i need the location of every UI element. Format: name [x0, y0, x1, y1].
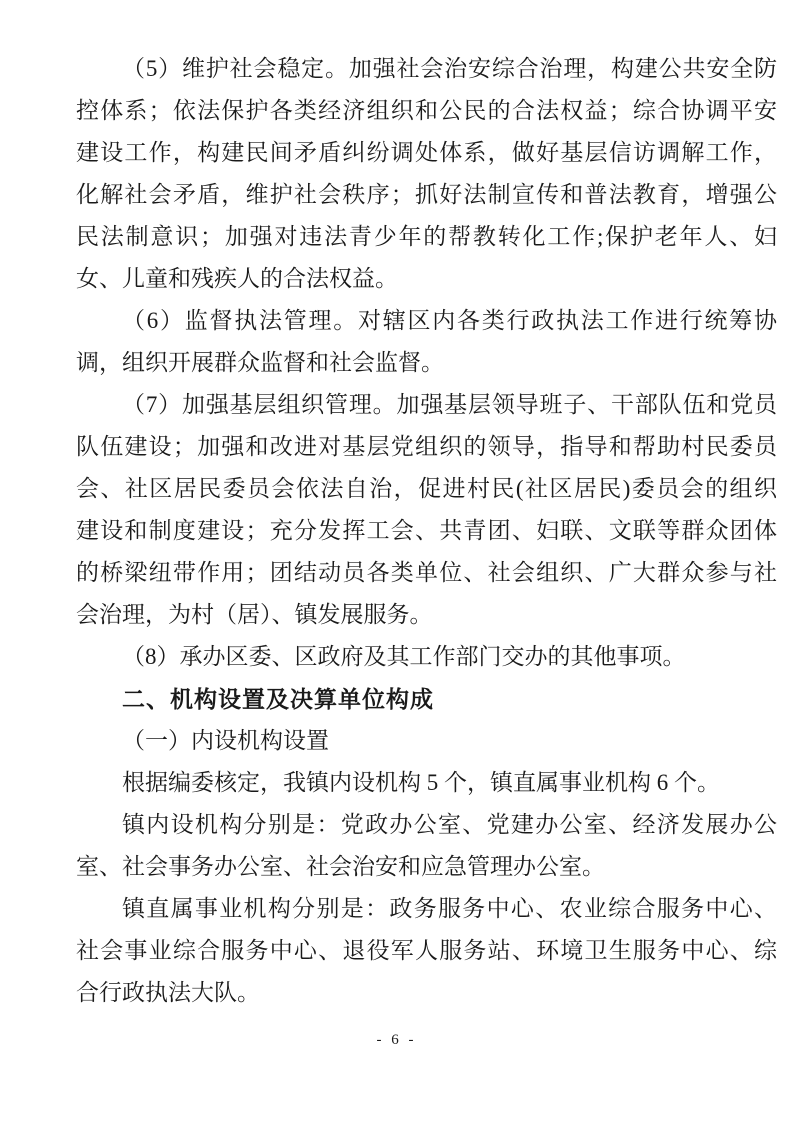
text-line: （8）承办区委、区政府及其工作部门交办的其他事项。 [122, 644, 686, 669]
text-line: 合行政执法大队。 [76, 980, 260, 1005]
section-heading-text: 二、机构设置及决算单位构成 [122, 686, 434, 712]
text-line: 会治理，为村（居）、镇发展服务。 [76, 602, 433, 627]
text-line: （7）加强基层组织管理。加强基层领导班子、干部队伍和党员 [122, 392, 777, 417]
text-line: 控体系；依法保护各类经济组织和公民的合法权益；综合协调平安 [76, 98, 777, 123]
org-count-paragraph [76, 762, 777, 804]
subsection-heading [76, 720, 777, 762]
paragraph-item-8 [76, 636, 777, 678]
page-number: - 6 - [376, 1032, 417, 1048]
text-line: （5）维护社会稳定。加强社会治安综合治理，构建公共安全防 [122, 56, 777, 81]
text-line: 的桥梁纽带作用；团结动员各类单位、社会组织、广大群众参与社 [76, 560, 777, 585]
paragraph-item-7 [76, 384, 777, 636]
internal-orgs-paragraph [76, 804, 777, 888]
text-line: 民法制意识；加强对违法青少年的帮教转化工作;保护老年人、妇 [76, 224, 777, 249]
text-line: 镇直属事业机构分别是：政务服务中心、农业综合服务中心、 [122, 896, 777, 921]
text-line: 建设和制度建设；充分发挥工会、共青团、妇联、文联等群众团体 [76, 518, 777, 543]
text-line: 室、社会事务办公室、社会治安和应急管理办公室。 [76, 854, 605, 879]
text-line: 调，组织开展群众监督和社会监督。 [76, 350, 444, 375]
subsection-heading-text: （一）内设机构设置 [122, 728, 329, 753]
text-line: （6）监督执法管理。对辖区内各类行政执法工作进行统筹协 [122, 308, 777, 333]
paragraph-item-5 [76, 48, 777, 300]
text-line: 建设工作，构建民间矛盾纠纷调处体系，做好基层信访调解工作， [76, 140, 777, 165]
text-line: 会、社区居民委员会依法自治，促进村民(社区居民)委员会的组织 [76, 476, 777, 501]
text-line: 女、儿童和残疾人的合法权益。 [76, 266, 398, 291]
text-line: 根据编委核定，我镇内设机构 5 个，镇直属事业机构 6 个。 [122, 770, 720, 795]
document-content [76, 48, 777, 1014]
text-line: 队伍建设；加强和改进对基层党组织的领导，指导和帮助村民委员 [76, 434, 777, 459]
paragraph-item-6 [76, 300, 777, 384]
text-line: 化解社会矛盾，维护社会秩序；抓好法制宣传和普法教育，增强公 [76, 182, 777, 207]
subordinate-orgs-paragraph [76, 888, 777, 1014]
text-line: 社会事业综合服务中心、退役军人服务站、环境卫生服务中心、综 [76, 938, 777, 963]
text-line: 镇内设机构分别是：党政办公室、党建办公室、经济发展办公 [122, 812, 777, 837]
section-heading [76, 678, 777, 720]
